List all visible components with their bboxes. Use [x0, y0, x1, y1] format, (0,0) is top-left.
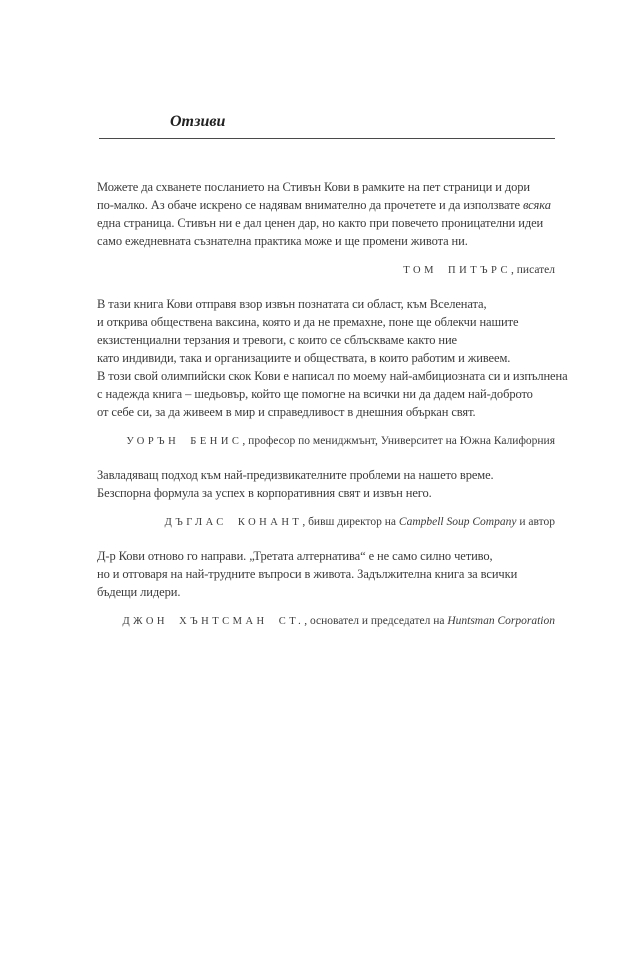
header-rule [99, 138, 555, 139]
page-title: Отзиви [170, 113, 226, 130]
testimonial [97, 547, 555, 630]
testimonial-attribution: УОРЪН БЕНИС, професор по мениджмънт, Университет на Южна Калифорния [126, 435, 555, 447]
testimonial-quote: Завладяващ подход към най-предизвикателните проблеми на нашето време. Безспорна формула за успех в корпоративния свят и извън него. [97, 468, 494, 500]
testimonial-quote: Д-р Кови отново го направи. „Третата алтернатива“ е не само силно четиво, но и отговаря на най-трудните въпроси в живота. Задължителна книга за всички бъдещи лидери. [97, 549, 518, 599]
testimonial [97, 466, 555, 531]
testimonial-attribution: ДЪГЛАС КОНАНТ, бивш директор на Campbell Soup Company и автор [164, 516, 555, 528]
testimonial-quote: В тази книга Кови отправя взор извън познатата си област, към Вселената, и открива обществена ваксина, която и да не премахне, поне ще облекчи нашите екзистенциални терзания и тревоги, с които се сблъскваме както ние като индивиди, така и организациите и обществата, в които работим и живеем. В този свой олимпийски скок Кови е написал по моему най-амбициозната си и изпълнена с надежда книга – шедьовър, който ще помогне на всички ни да дадем най-доброто от себе си, за да живеем в мир и справедливост в днешния объркан свят. [97, 297, 568, 419]
testimonial [97, 295, 568, 450]
reviews-list [97, 178, 568, 630]
page-header [97, 112, 555, 139]
testimonial-quote: Можете да схванете посланието на Стивън Кови в рамките на пет страници и дори по-малко. Аз обаче искрено се надявам внимателно да прочетете и да използвате всяка една страница. Стивън ни е дал ценен дар, но както при повечето проницателни идеи само ежедневната съзнателна практика може и ще промени живота ни. [97, 180, 551, 248]
testimonial [97, 178, 555, 279]
testimonial-attribution: ДЖОН ХЪНТСМАН СТ., основател и председател на Huntsman Corporation [122, 615, 555, 627]
testimonial-attribution: ТОМ ПИТЪРС, писател [403, 264, 555, 276]
